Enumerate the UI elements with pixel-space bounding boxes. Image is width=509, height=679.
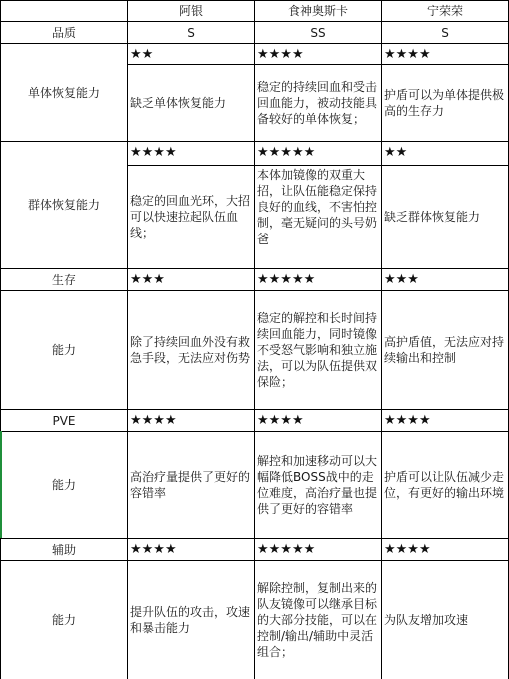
star-rating: ★★ [384, 145, 408, 160]
star-rating: ★★★★★ [257, 145, 316, 160]
star-rating: ★★★★ [257, 413, 304, 428]
star-rating: ★★★★★ [257, 272, 316, 287]
quality-oscar: SS [310, 25, 326, 40]
header-agin: 阿银 [178, 4, 203, 18]
desc-cell: 缺乏群体恢复能力 [384, 210, 481, 224]
desc-cell: 稳定的持续回血和受击回血能力，被动技能具备较好的单体恢复； [257, 80, 378, 126]
star-rating: ★★★★ [130, 542, 177, 557]
desc-cell: 缺乏单体恢复能力 [130, 96, 227, 110]
desc-cell: 稳定的回血光环，大招可以快速拉起队伍血线； [130, 194, 251, 240]
star-rating: ★★★ [130, 272, 165, 287]
category-sublabel: 能力 [51, 613, 76, 627]
category-sublabel: 能力 [51, 343, 76, 357]
star-rating: ★★★★ [384, 413, 431, 428]
category-pve: PVE [52, 413, 76, 428]
header-ningrongrong: 宁荣荣 [426, 4, 463, 18]
star-rating: ★★★★ [384, 542, 431, 557]
category-survival: 生存 [51, 272, 76, 287]
desc-cell: 护盾可以为单体提供极高的生存力 [384, 88, 505, 118]
desc-cell: 解除控制，复制出来的队友镜像可以继承目标的大部分技能，可以在控制/输出/辅助中灵活组合； [257, 581, 378, 659]
desc-cell: 稳定的解控和长时间持续回血能力，同时镜像不受怒气影响和独立施法，可以为队伍提供双保险； [257, 311, 378, 389]
desc-cell: 解控和加速移动可以大幅降低BOSS战中的走位难度，高治疗量也提供了更好的容错率 [257, 454, 378, 516]
star-rating: ★★★★★ [257, 542, 316, 557]
category-group-heal: 群体恢复能力 [27, 198, 100, 212]
star-rating: ★★★ [384, 272, 419, 287]
desc-cell: 提升队伍的攻击，攻速和暴击能力 [130, 605, 251, 635]
desc-cell: 高治疗量提供了更好的容错率 [130, 470, 251, 500]
desc-cell: 护盾可以让队伍减少走位，有更好的输出环境 [384, 470, 505, 500]
quality-label: 品质 [51, 25, 76, 40]
category-single-heal: 单体恢复能力 [27, 85, 100, 100]
desc-cell: 高护盾值，无法应对持续输出和控制 [384, 335, 505, 365]
header-oscar: 食神奥斯卡 [287, 4, 348, 18]
quality-ningrongrong: S [441, 25, 449, 40]
star-rating: ★★★★ [384, 47, 431, 62]
desc-cell: 为队友增加攻速 [384, 613, 469, 627]
category-support: 辅助 [51, 542, 76, 557]
star-rating: ★★ [130, 47, 154, 62]
star-rating: ★★★★ [130, 413, 177, 428]
quality-agin: S [187, 25, 195, 40]
star-rating: ★★★★ [130, 145, 177, 160]
desc-cell: 除了持续回血外没有救急手段，无法应对伤势 [130, 335, 251, 365]
star-rating: ★★★★ [257, 47, 304, 62]
category-sublabel: 能力 [51, 478, 76, 492]
desc-cell: 本体加镜像的双重大招，让队伍能稳定保持良好的血线，不害怕控制，毫无疑问的头号奶爸 [257, 168, 378, 246]
